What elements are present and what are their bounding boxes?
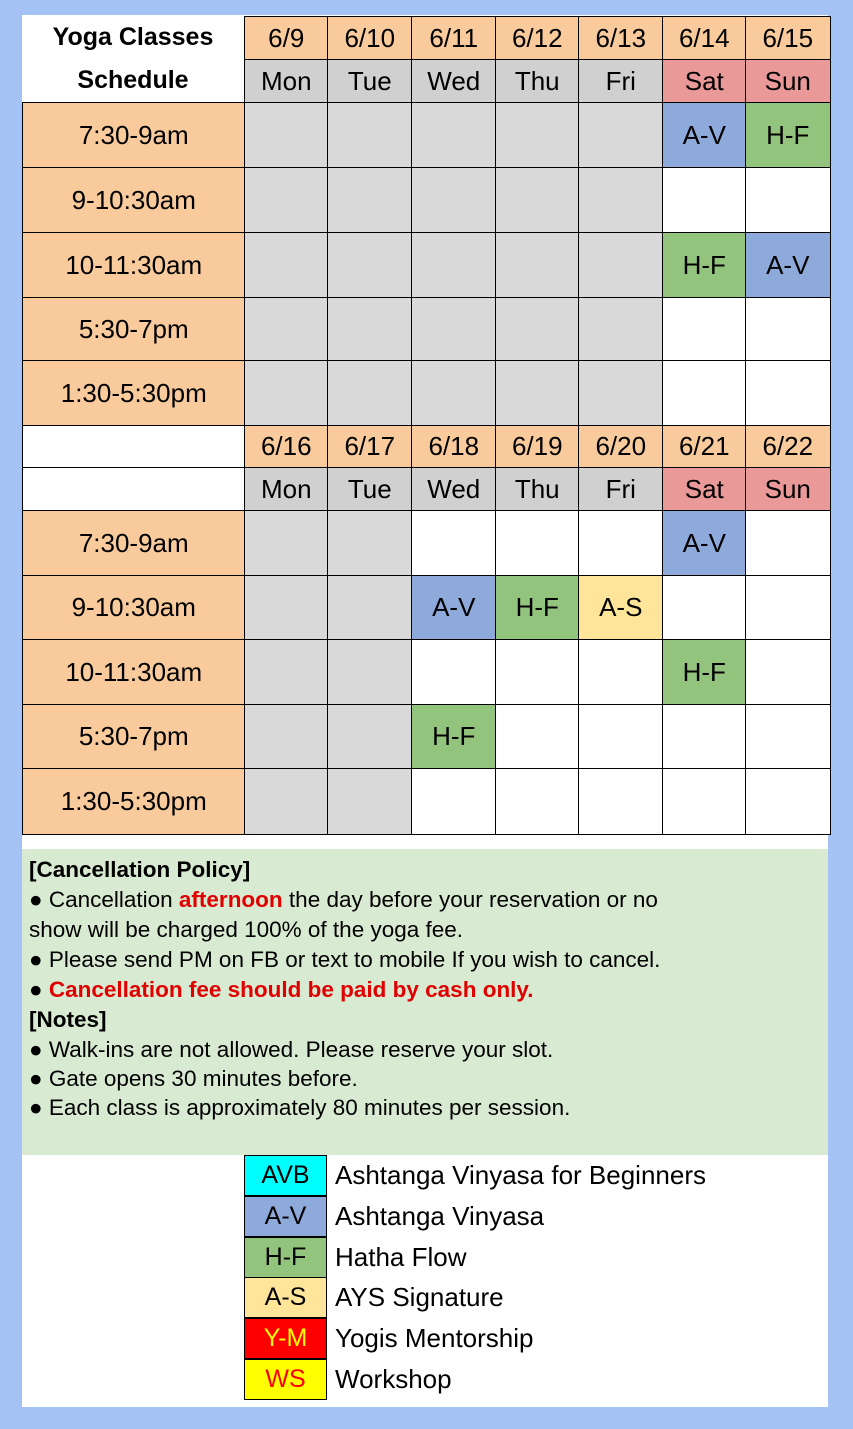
empty-slot [495, 639, 580, 706]
empty-slot [327, 360, 413, 427]
legend-code: Y-M [244, 1318, 327, 1359]
empty-slot [495, 704, 580, 770]
empty-slot [327, 297, 413, 362]
empty-slot [745, 360, 831, 427]
empty-slot [662, 704, 747, 770]
empty-slot [578, 768, 664, 835]
empty-slot [578, 232, 664, 299]
note-item: ● Gate opens 30 minutes before. [29, 1066, 358, 1091]
day-header: Sun [745, 59, 831, 104]
schedule-title-line2: Schedule [77, 66, 189, 94]
date-header: 6/20 [578, 425, 664, 469]
date-header: 6/21 [662, 425, 747, 469]
empty-slot [244, 297, 329, 362]
empty-slot [327, 639, 413, 706]
empty-slot [495, 102, 580, 169]
policy-bullet-1 [29, 887, 658, 913]
empty-slot [327, 704, 413, 770]
blank-header-cell [22, 467, 246, 512]
legend-code: WS [244, 1359, 327, 1400]
empty-slot [411, 510, 497, 577]
empty-slot [411, 297, 497, 362]
empty-slot [411, 167, 497, 234]
class-slot: H-F [495, 575, 580, 641]
day-header: Fri [578, 467, 664, 512]
policy-text: the day before your reservation or no [282, 887, 658, 912]
empty-slot [244, 768, 329, 835]
empty-slot [578, 639, 664, 706]
policy-highlight: Cancellation fee should be paid by cash only. [48, 977, 534, 1002]
day-header: Wed [411, 467, 497, 512]
empty-slot [244, 232, 329, 299]
date-header: 6/10 [327, 16, 413, 61]
date-header: 6/18 [411, 425, 497, 469]
date-header: 6/17 [327, 425, 413, 469]
empty-slot [495, 768, 580, 835]
empty-slot [578, 297, 664, 362]
time-slot-label: 5:30-7pm [22, 704, 246, 770]
empty-slot [745, 639, 831, 706]
legend-name: Ashtanga Vinyasa [335, 1201, 545, 1231]
empty-slot [578, 102, 664, 169]
date-header: 6/14 [662, 16, 747, 61]
day-header: Tue [327, 467, 413, 512]
date-header: 6/12 [495, 16, 580, 61]
legend-name: Ashtanga Vinyasa for Beginners [335, 1160, 706, 1190]
time-slot-label: 1:30-5:30pm [22, 360, 246, 427]
time-slot-label: 10-11:30am [22, 639, 246, 706]
day-header: Mon [244, 467, 329, 512]
legend-name: AYS Signature [335, 1282, 504, 1312]
date-header: 6/16 [244, 425, 329, 469]
class-slot: A-S [578, 575, 664, 641]
time-slot-label: 7:30-9am [22, 102, 246, 169]
class-slot: H-F [411, 704, 497, 770]
time-slot-label: 9-10:30am [22, 167, 246, 234]
class-slot: H-F [662, 639, 747, 706]
empty-slot [244, 167, 329, 234]
policy-text: ● Cancellation [29, 887, 179, 912]
date-header: 6/19 [495, 425, 580, 469]
date-header: 6/22 [745, 425, 831, 469]
day-header: Fri [578, 59, 664, 104]
date-header: 6/15 [745, 16, 831, 61]
empty-slot [495, 297, 580, 362]
class-slot: A-V [662, 102, 747, 169]
policy-box [22, 849, 828, 1155]
legend-code: H-F [244, 1237, 327, 1278]
time-slot-label: 5:30-7pm [22, 297, 246, 362]
bullet: ● [29, 977, 49, 1002]
class-slot: A-V [745, 232, 831, 299]
empty-slot [662, 575, 747, 641]
empty-slot [745, 575, 831, 641]
empty-slot [244, 102, 329, 169]
legend-code: A-V [244, 1196, 327, 1237]
legend-code: A-S [244, 1277, 327, 1318]
time-slot-label: 1:30-5:30pm [22, 768, 246, 835]
class-slot: A-V [662, 510, 747, 577]
notes-heading: [Notes] [29, 1007, 107, 1032]
empty-slot [745, 167, 831, 234]
empty-slot [495, 232, 580, 299]
empty-slot [244, 575, 329, 641]
empty-slot [662, 167, 747, 234]
note-item: ● Walk-ins are not allowed. Please reserve your slot. [29, 1037, 554, 1062]
day-header: Sun [745, 467, 831, 512]
note-item: ● Each class is approximately 80 minutes per session. [29, 1095, 571, 1120]
empty-slot [578, 360, 664, 427]
empty-slot [411, 102, 497, 169]
class-slot: H-F [745, 102, 831, 169]
time-slot-label: 7:30-9am [22, 510, 246, 577]
empty-slot [495, 360, 580, 427]
schedule-title-line1: Yoga Classes [52, 23, 214, 51]
empty-slot [411, 639, 497, 706]
empty-slot [578, 510, 664, 577]
empty-slot [244, 510, 329, 577]
date-header: 6/13 [578, 16, 664, 61]
empty-slot [662, 768, 747, 835]
empty-slot [411, 768, 497, 835]
class-slot: A-V [411, 575, 497, 641]
legend-name: Workshop [335, 1364, 452, 1394]
empty-slot [244, 639, 329, 706]
time-slot-label: 10-11:30am [22, 232, 246, 299]
day-header: Tue [327, 59, 413, 104]
empty-slot [327, 167, 413, 234]
policy-bullet-1-continued: show will be charged 100% of the yoga fee. [29, 917, 464, 942]
empty-slot [745, 297, 831, 362]
day-header: Sat [662, 59, 747, 104]
empty-slot [662, 297, 747, 362]
legend-code: AVB [244, 1155, 327, 1196]
policy-bullet-2: ● Please send PM on FB or text to mobile If you wish to cancel. [29, 947, 661, 972]
empty-slot [327, 768, 413, 835]
empty-slot [578, 704, 664, 770]
empty-slot [662, 360, 747, 427]
legend-name: Hatha Flow [335, 1242, 467, 1272]
cancellation-policy-heading: [Cancellation Policy] [29, 857, 251, 882]
blank-header-cell [22, 425, 246, 469]
empty-slot [745, 704, 831, 770]
empty-slot [495, 167, 580, 234]
empty-slot [578, 167, 664, 234]
legend-name: Yogis Mentorship [335, 1323, 534, 1353]
policy-bullet-3 [29, 977, 534, 1003]
day-header: Thu [495, 59, 580, 104]
day-header: Thu [495, 467, 580, 512]
empty-slot [327, 102, 413, 169]
time-slot-label: 9-10:30am [22, 575, 246, 641]
empty-slot [244, 704, 329, 770]
day-header: Wed [411, 59, 497, 104]
empty-slot [327, 232, 413, 299]
empty-slot [327, 510, 413, 577]
date-header: 6/11 [411, 16, 497, 61]
empty-slot [411, 232, 497, 299]
empty-slot [327, 575, 413, 641]
policy-highlight: afternoon [178, 887, 283, 912]
empty-slot [411, 360, 497, 427]
empty-slot [495, 510, 580, 577]
date-header: 6/9 [244, 16, 329, 61]
empty-slot [745, 768, 831, 835]
empty-slot [244, 360, 329, 427]
class-slot: H-F [662, 232, 747, 299]
day-header: Mon [244, 59, 329, 104]
day-header: Sat [662, 467, 747, 512]
empty-slot [745, 510, 831, 577]
